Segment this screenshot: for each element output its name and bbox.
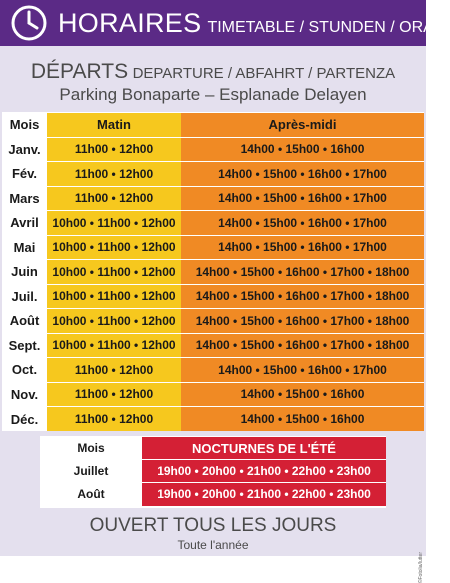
table-row — [2, 211, 424, 236]
nocturne-times-cell: 19h00 • 20h00 • 21h00 • 22h00 • 23h00 — [142, 483, 386, 506]
nocturnes-header-title: NOCTURNES DE L'ÉTÉ — [142, 437, 386, 460]
afternoon-cell: 14h00 • 15h00 • 16h00 • 17h00 • 18h00 — [181, 284, 424, 309]
table-row — [2, 309, 424, 334]
morning-cell: 10h00 • 11h00 • 12h00 — [47, 284, 181, 309]
afternoon-cell: 14h00 • 15h00 • 16h00 • 17h00 • 18h00 — [181, 309, 424, 334]
table-row — [2, 186, 424, 211]
month-cell: Sept. — [2, 333, 47, 358]
table-row — [2, 407, 424, 432]
month-cell: Août — [2, 309, 47, 334]
morning-cell: 11h00 • 12h00 — [47, 137, 181, 162]
departure-location: Parking Bonaparte – Esplanade Delayen — [59, 85, 367, 104]
afternoon-cell: 14h00 • 15h00 • 16h00 — [181, 382, 424, 407]
table-row — [2, 260, 424, 285]
afternoon-cell: 14h00 • 15h00 • 16h00 • 17h00 — [181, 211, 424, 236]
timetable — [2, 112, 424, 431]
table-row — [2, 333, 424, 358]
table-row — [2, 382, 424, 407]
nocturnes-header-month: Mois — [40, 437, 142, 460]
title-translations: TIMETABLE / STUNDEN / ORARI — [207, 19, 450, 36]
month-cell: Juillet — [40, 460, 142, 483]
month-cell: Juin — [2, 260, 47, 285]
afternoon-cell: 14h00 • 15h00 • 16h00 • 17h00 • 18h00 — [181, 333, 424, 358]
month-cell: Nov. — [2, 382, 47, 407]
afternoon-cell: 14h00 • 15h00 • 16h00 — [181, 407, 424, 432]
table-row — [2, 235, 424, 260]
morning-cell: 11h00 • 12h00 — [47, 382, 181, 407]
morning-cell: 10h00 • 11h00 • 12h00 — [47, 309, 181, 334]
morning-cell: 10h00 • 11h00 • 12h00 — [47, 260, 181, 285]
month-cell: Janv. — [2, 137, 47, 162]
departures-label: DÉPARTS — [30, 60, 129, 83]
open-every-day: OUVERT TOUS LES JOURS — [89, 515, 337, 536]
month-cell: Déc. — [2, 407, 47, 432]
nocturne-times-cell: 19h00 • 20h00 • 21h00 • 22h00 • 23h00 — [142, 460, 386, 483]
morning-cell: 11h00 • 12h00 — [47, 186, 181, 211]
departures-title — [0, 60, 426, 84]
month-cell: Mai — [2, 235, 47, 260]
clock-icon — [10, 4, 48, 42]
page-title — [58, 8, 450, 43]
photo-credit: ©Fotolia/lutter — [418, 552, 424, 583]
title-text: HORAIRES — [58, 8, 202, 38]
month-cell: Fév. — [2, 162, 47, 187]
morning-cell: 10h00 • 11h00 • 12h00 — [47, 235, 181, 260]
nocturnes-table — [40, 436, 386, 506]
nocturnes-header-row — [40, 437, 386, 460]
afternoon-cell: 14h00 • 15h00 • 16h00 • 17h00 — [181, 186, 424, 211]
month-cell: Mars — [2, 186, 47, 211]
morning-cell: 10h00 • 11h00 • 12h00 — [47, 211, 181, 236]
afternoon-cell: 14h00 • 15h00 • 16h00 • 17h00 — [181, 162, 424, 187]
header-afternoon: Après-midi — [181, 113, 424, 138]
month-cell: Oct. — [2, 358, 47, 383]
morning-cell: 11h00 • 12h00 — [47, 162, 181, 187]
afternoon-cell: 14h00 • 15h00 • 16h00 • 17h00 — [181, 358, 424, 383]
nocturnes-section — [40, 436, 386, 508]
month-cell: Juil. — [2, 284, 47, 309]
morning-cell: 11h00 • 12h00 — [47, 407, 181, 432]
all-year: Toute l'année — [177, 538, 249, 552]
header-bar — [0, 0, 450, 46]
table-row — [40, 460, 386, 483]
month-cell: Août — [40, 483, 142, 506]
header-morning: Matin — [47, 113, 181, 138]
afternoon-cell: 14h00 • 15h00 • 16h00 • 17h00 • 18h00 — [181, 260, 424, 285]
table-row — [2, 162, 424, 187]
table-row — [2, 284, 424, 309]
table-row — [40, 483, 386, 506]
table-row — [2, 358, 424, 383]
header-month: Mois — [2, 113, 47, 138]
afternoon-cell: 14h00 • 15h00 • 16h00 • 17h00 — [181, 235, 424, 260]
afternoon-cell: 14h00 • 15h00 • 16h00 — [181, 137, 424, 162]
table-row — [2, 137, 424, 162]
departures-translations: DEPARTURE / ABFAHRT / PARTENZA — [132, 65, 396, 82]
month-cell: Avril — [2, 211, 47, 236]
morning-cell: 10h00 • 11h00 • 12h00 — [47, 333, 181, 358]
timetable-header-row — [2, 113, 424, 138]
morning-cell: 11h00 • 12h00 — [47, 358, 181, 383]
